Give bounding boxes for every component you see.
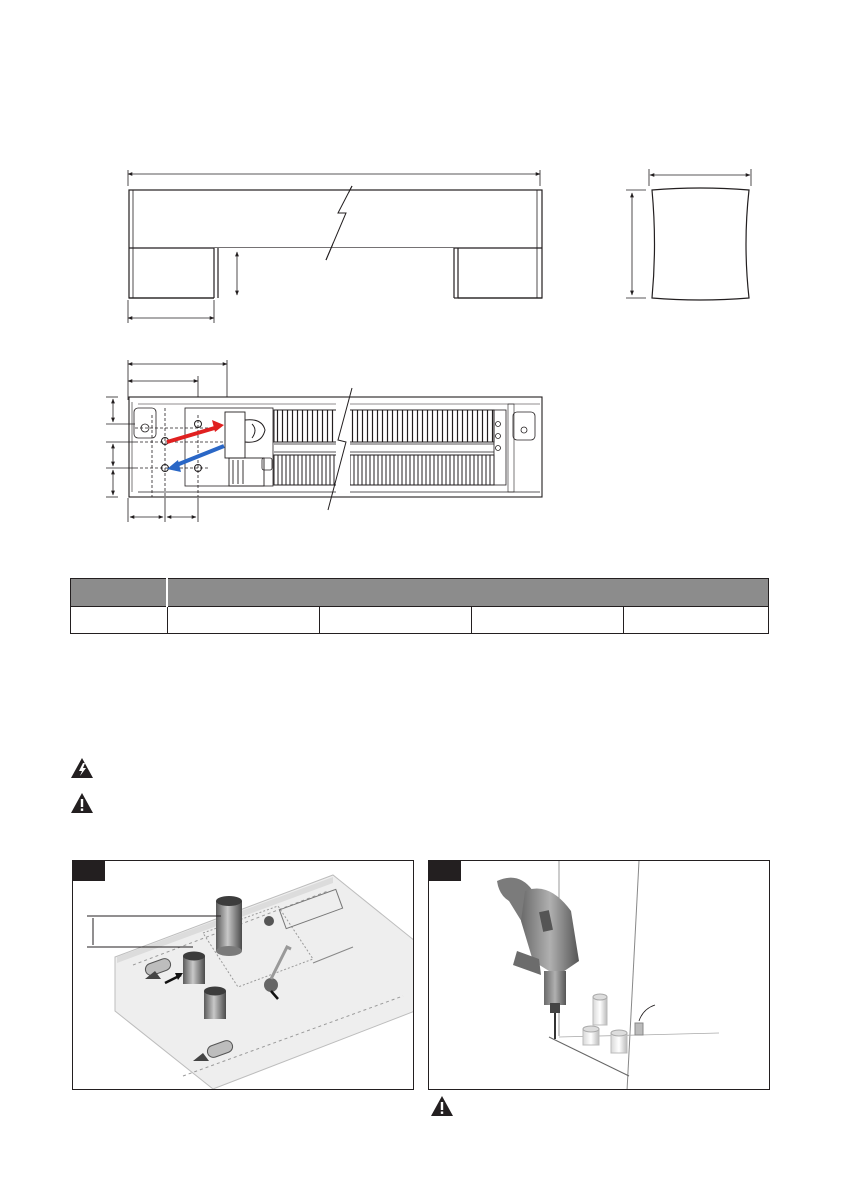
panel-tag: [429, 861, 461, 881]
table-row: [71, 607, 769, 634]
mounting-template-illustration: [73, 861, 413, 1089]
dimension-table: [70, 578, 769, 634]
mounting-template-panel: [72, 860, 414, 1090]
panel-tag: [73, 861, 105, 881]
table-header-cell: [71, 579, 168, 607]
electrical-warning-icon: [70, 757, 94, 779]
table-cell: [319, 607, 471, 634]
caution-icon: [70, 792, 94, 814]
front-view: [128, 170, 542, 323]
table-cell: [623, 607, 769, 634]
table-header-cell: [167, 579, 769, 607]
side-profile: [626, 169, 751, 300]
table-header-row: [71, 579, 769, 607]
table-cell: [167, 607, 319, 634]
drill-illustration: [429, 861, 769, 1089]
caution-icon: [430, 1095, 454, 1117]
table-cell: [471, 607, 623, 634]
technical-drawing: [0, 150, 841, 530]
drilling-panel: [428, 860, 770, 1090]
table-cell: [71, 607, 168, 634]
